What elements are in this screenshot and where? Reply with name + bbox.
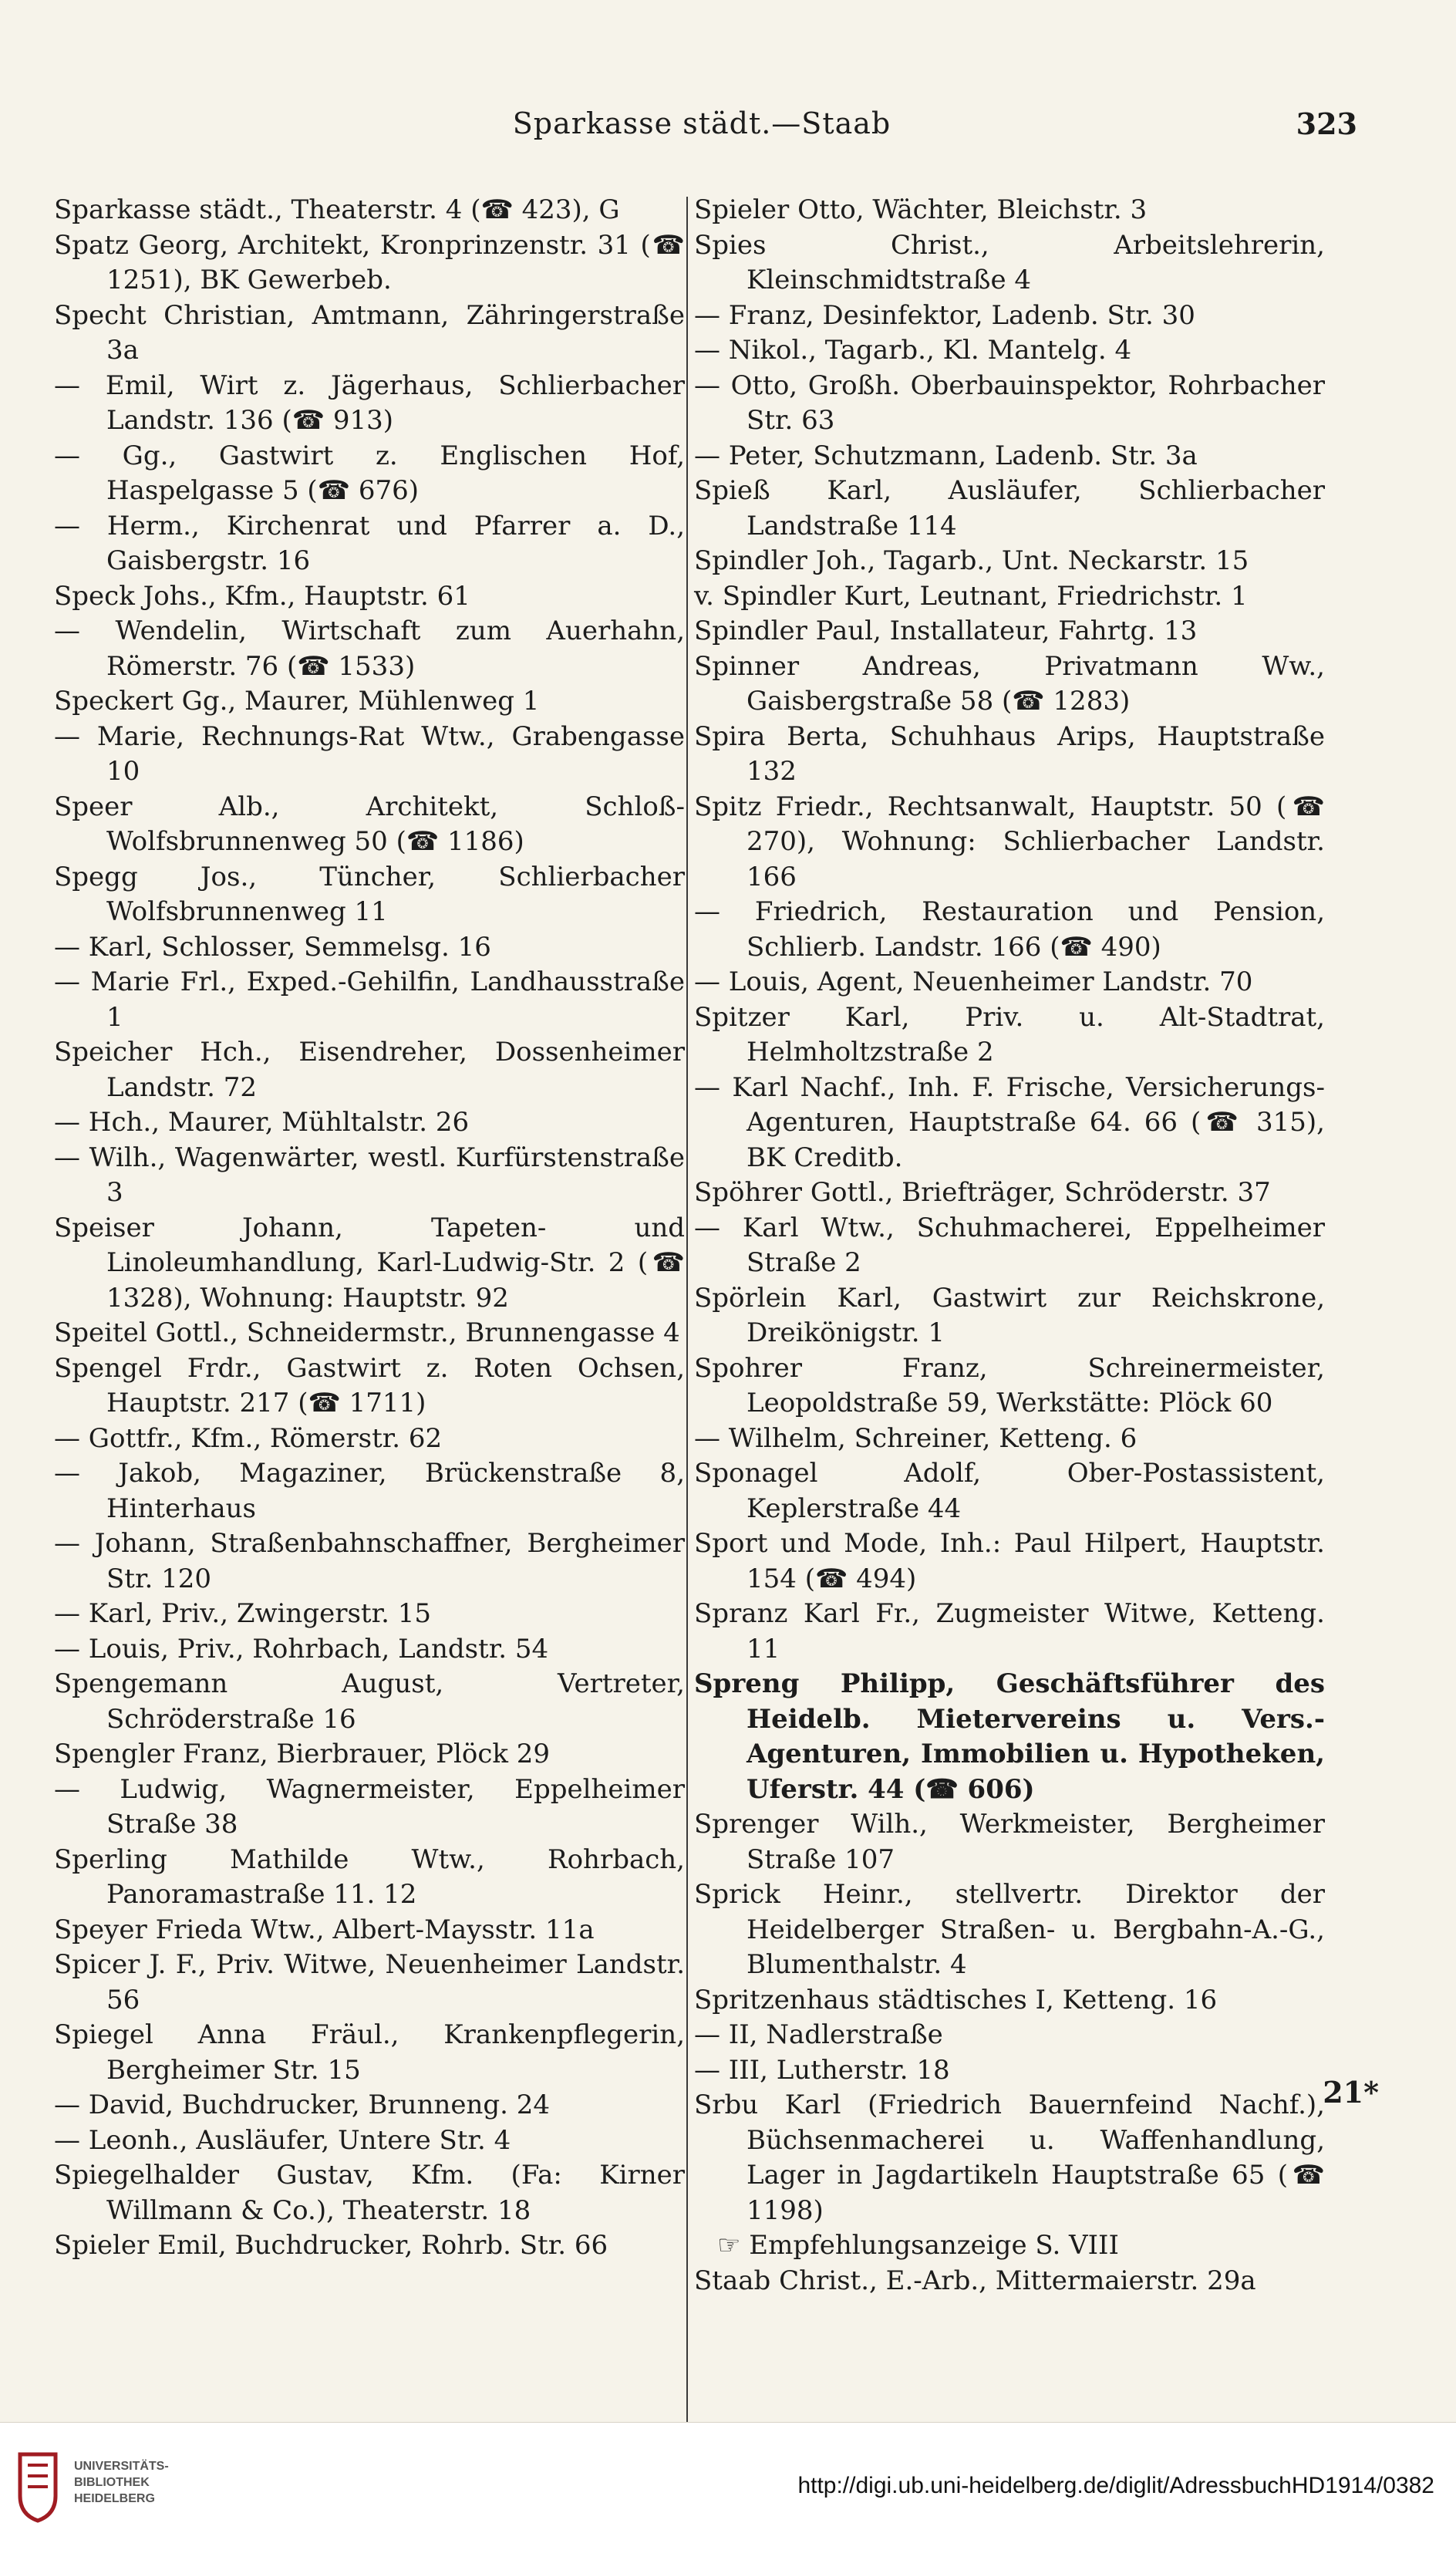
directory-entry: Spörlein Karl, Gastwirt zur Reichskrone, Dreikönigstr. 1 [694, 1282, 1325, 1348]
directory-entry: Srbu Karl (Friedrich Bauernfeind Nachf.), Büchsenmacherei u. Waffenhandlung, Lager in Jagdartikeln Hauptstraße 65 (☎ 1198) [694, 2089, 1325, 2226]
directory-entry: — Ludwig, Wagnermeister, Eppelheimer Straße 38 [54, 1773, 685, 1840]
directory-entry: — Karl Nachf., Inh. F. Frische, Versicherungs-Agenturen, Hauptstraße 64. 66 (☎ 315), BK Creditb. [694, 1071, 1325, 1173]
directory-entry: — Franz, Desinfektor, Ladenb. Str. 30 [694, 299, 1195, 331]
directory-entry: Spinner Andreas, Privatmann Ww., Gaisbergstraße 58 (☎ 1283) [694, 650, 1325, 717]
source-url-link[interactable]: http://digi.ub.uni-heidelberg.de/diglit/AdressbuchHD1914/0382 [797, 2473, 1434, 2498]
directory-entry: Spindler Joh., Tagarb., Unt. Neckarstr. 15 [694, 545, 1249, 576]
directory-entry: Sperling Mathilde Wtw., Rohrbach, Panoramastraße 11. 12 [54, 1843, 685, 1910]
directory-entry: Sprenger Wilh., Werkmeister, Bergheimer Straße 107 [694, 1809, 1325, 1875]
directory-entry: — Otto, Großh. Oberbauinspektor, Rohrbacher Str. 63 [694, 369, 1325, 436]
directory-entry: — Karl, Schlosser, Semmelsg. 16 [54, 931, 491, 963]
directory-entry: Speiser Johann, Tapeten- und Linoleumhandlung, Karl-Ludwig-Str. 2 (☎ 1328), Wohnung: Hauptstr. 92 [54, 1212, 685, 1314]
directory-entry: Spranz Karl Fr., Zugmeister Witwe, Ketteng. 11 [694, 1598, 1325, 1665]
directory-entry: Spindler Paul, Installateur, Fahrtg. 13 [694, 616, 1198, 646]
directory-entry: Spohrer Franz, Schreinermeister, Leopoldstraße 59, Werkstätte: Plöck 60 [694, 1352, 1325, 1418]
directory-entry: Spegg Jos., Tüncher, Schlierbacher Wolfsbrunnenweg 11 [54, 861, 685, 927]
directory-entry: — Nikol., Tagarb., Kl. Mantelg. 4 [694, 335, 1132, 366]
directory-entry: — Friedrich, Restauration und Pension, Schlierb. Landstr. 166 (☎ 490) [694, 896, 1325, 963]
footer [0, 2422, 1456, 2560]
signature-mark: 21* [1323, 2075, 1379, 2110]
page-header [46, 106, 1357, 153]
directory-entry: — Marie, Rechnungs-Rat Wtw., Grabengasse 10 [54, 720, 685, 787]
directory-entry: Spicer J. F., Priv. Witwe, Neuenheimer Landstr. 56 [54, 1949, 685, 2015]
directory-entry: — Karl, Priv., Zwingerstr. 15 [54, 1598, 431, 1629]
directory-entry: Staab Christ., E.-Arb., Mittermaierstr. 29a [694, 2265, 1256, 2296]
university-seal-logo [14, 2450, 62, 2524]
directory-entry: — Gg., Gastwirt z. Englischen Hof, Haspelgasse 5 (☎ 676) [54, 440, 685, 506]
directory-entry: Speitel Gottl., Schneidermstr., Brunnengasse 4 [54, 1317, 680, 1348]
directory-entry: Specht Christian, Amtmann, Zähringerstraße 3a [54, 299, 685, 366]
directory-entry: Spöhrer Gottl., Briefträger, Schröderstr. 37 [694, 1177, 1271, 1208]
directory-entry: Sponagel Adolf, Ober-Postassistent, Keplerstraße 44 [694, 1458, 1325, 1524]
directory-entry: — Marie Frl., Exped.-Gehilfin, Landhausstraße 1 [54, 966, 685, 1033]
directory-entry: — Wilhelm, Schreiner, Ketteng. 6 [694, 1422, 1138, 1454]
directory-entry: — Herm., Kirchenrat und Pfarrer a. D., Gaisbergstr. 16 [54, 510, 685, 576]
directory-entry: — Leonh., Ausläufer, Untere Str. 4 [54, 2124, 511, 2156]
directory-entry: Spatz Georg, Architekt, Kronprinzenstr. 31 (☎ 1251), BK Gewerbeb. [54, 229, 685, 295]
directory-entry: Spieler Otto, Wächter, Bleichstr. 3 [694, 194, 1148, 225]
directory-entry: — Gottfr., Kfm., Römerstr. 62 [54, 1422, 443, 1454]
directory-entry: Speck Johs., Kfm., Hauptstr. 61 [54, 580, 470, 612]
directory-entry: Spieß Karl, Ausläufer, Schlierbacher Landstraße 114 [694, 475, 1325, 541]
directory-entry: — Johann, Straßenbahnschaffner, Bergheimer Str. 120 [54, 1528, 685, 1594]
directory-entry: Spreng Philipp, Geschäftsführer des Heidelb. Mietervereins u. Vers.-Agenturen, Immobilien u. Hypotheken, Uferstr. 44 (☎ 606) [694, 1668, 1325, 1805]
directory-entry: Spengel Frdr., Gastwirt z. Roten Ochsen, Hauptstr. 217 (☎ 1711) [54, 1352, 685, 1418]
directory-entry: Speicher Hch., Eisendreher, Dossenheimer Landstr. 72 [54, 1037, 685, 1103]
directory-entry: — II, Nadlerstraße [694, 2019, 943, 2050]
directory-entry: Spengemann August, Vertreter, Schröderstraße 16 [54, 1668, 685, 1735]
directory-entry: — Louis, Priv., Rohrbach, Landstr. 54 [54, 1633, 549, 1665]
directory-entry: — David, Buchdrucker, Brunneng. 24 [54, 2089, 551, 2120]
directory-entry: Spitz Friedr., Rechtsanwalt, Hauptstr. 50 (☎ 270), Wohnung: Schlierbacher Landstr. 166 [694, 791, 1325, 892]
directory-entry: — Peter, Schutzmann, Ladenb. Str. 3a [694, 440, 1198, 471]
directory-entry: Spies Christ., Arbeitslehrerin, Kleinschmidtstraße 4 [694, 229, 1325, 295]
left-column [54, 193, 685, 2264]
directory-entry: Spiegel Anna Fräul., Krankenpflegerin, Bergheimer Str. 15 [54, 2019, 685, 2086]
directory-entry: — Emil, Wirt z. Jägerhaus, Schlierbacher Landstr. 136 (☎ 913) [54, 369, 685, 436]
right-column [694, 193, 1325, 2299]
directory-entry: Spieler Emil, Buchdrucker, Rohrb. Str. 66 [54, 2230, 608, 2261]
directory-entry: Spira Berta, Schuhhaus Arips, Hauptstraße 132 [694, 720, 1325, 787]
page-number: 323 [1296, 106, 1357, 141]
directory-entry: Spitzer Karl, Priv. u. Alt-Stadtrat, Helmholtzstraße 2 [694, 1001, 1325, 1068]
column-divider [686, 197, 688, 2557]
directory-entry: Spritzenhaus städtisches I, Ketteng. 16 [694, 1984, 1218, 2015]
library-logo-text: UNIVERSITÄTS- BIBLIOTHEK HEIDELBERG [74, 2460, 169, 2505]
advertisement-reference: ☞ Empfehlungsanzeige S. VIII [717, 2230, 1119, 2261]
directory-entry: v. Spindler Kurt, Leutnant, Friedrichstr. 1 [694, 580, 1248, 612]
directory-entry: — Karl Wtw., Schuhmacherei, Eppelheimer Straße 2 [694, 1212, 1325, 1278]
directory-entry: — III, Lutherstr. 18 [694, 2054, 950, 2086]
directory-entry: Sparkasse städt., Theaterstr. 4 (☎ 423), G [54, 194, 620, 225]
running-title: Sparkasse städt.—Staab [512, 106, 891, 140]
directory-entry: Speyer Frieda Wtw., Albert-Maysstr. 11a [54, 1914, 595, 1945]
directory-entry: — Jakob, Magaziner, Brückenstraße 8, Hinterhaus [54, 1458, 685, 1524]
directory-entry: — Hch., Maurer, Mühltalstr. 26 [54, 1107, 470, 1138]
directory-entry: — Wendelin, Wirtschaft zum Auerhahn, Römerstr. 76 (☎ 1533) [54, 616, 685, 682]
directory-entry: Spengler Franz, Bierbrauer, Plöck 29 [54, 1739, 551, 1769]
directory-entry: Spiegelhalder Gustav, Kfm. (Fa: Kirner Willmann & Co.), Theaterstr. 18 [54, 2160, 685, 2226]
directory-entry: — Louis, Agent, Neuenheimer Landstr. 70 [694, 966, 1253, 997]
directory-entry: Speckert Gg., Maurer, Mühlenweg 1 [54, 686, 540, 717]
directory-entry: Sport und Mode, Inh.: Paul Hilpert, Hauptstr. 154 (☎ 494) [694, 1528, 1325, 1594]
directory-entry: Sprick Heinr., stellvertr. Direktor der Heidelberger Straßen- u. Bergbahn-A.-G., Blumenthalstr. 4 [694, 1879, 1325, 1980]
directory-entry: Speer Alb., Architekt, Schloß-Wolfsbrunnenweg 50 (☎ 1186) [54, 791, 685, 857]
directory-entry: — Wilh., Wagenwärter, westl. Kurfürstenstraße 3 [54, 1142, 685, 1208]
